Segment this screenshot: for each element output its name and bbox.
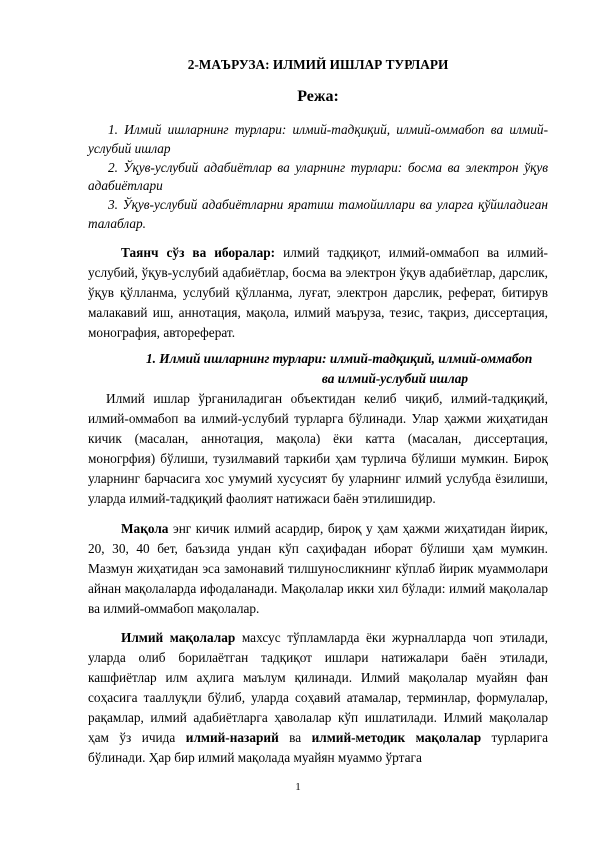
plan-item: 2. Ўқув-услубий адабиётлар ва уларнинг турлари: босма ва электрон ўқув адабиётлари	[88, 159, 548, 194]
section-heading	[88, 349, 548, 389]
scientific-articles-text1: махсус тўпламларда ёки журналларда чоп этилади, уларда олиб борилаётган тадқиқот ишлари натижалари баён этилади, кашфиётлар илм аҳлига маълум қилинади. Илмий мақолалар муайян фан соҳасига тааллуқли бўлиб, уларда соҳавий атамалар, терминлар, формулалар, рақамлар, илмий адабиётларга ҳаволалар кўп ишлатилади. Илмий мақолалар ҳам ўз ичида	[88, 630, 548, 745]
plan-item: 1. Илмий ишларнинг турлари: илмий-тадқиқий, илмий-оммабоп ва илмий-услубий ишлар	[88, 122, 548, 156]
article-label: Мақола	[121, 521, 169, 536]
scientific-articles-label: Илмий мақолалар	[121, 630, 236, 645]
plan-item: 3. Ўқув-услубий адабиётларни яратиш тамойиллари ва уларга қўйиладиган талаблар.	[88, 197, 548, 231]
theoretical-label: илмий-назарий	[185, 730, 279, 745]
page-number: 1	[295, 781, 301, 793]
section-heading-line1: 1. Илмий ишларнинг турлари: илмий-тадқиқий, илмий-оммабоп	[146, 351, 533, 366]
section-heading-line2: ва илмий-услубий ишлар	[321, 371, 468, 386]
conjunction-text: ва	[278, 730, 312, 745]
scientific-articles-text2: турларига бўлинади. Ҳар бир илмий мақолада муайян муаммо ўртага	[88, 730, 548, 765]
article-text: энг кичик илмий асардир, бироқ у ҳам ҳажми жиҳатидан йирик, 20, 30, 40 бет, баъзида ундан кўп саҳифадан иборат бўлиши ҳам мумкин. Мазмун жиҳатидан эса замонавий тилшуносликнинг кўплаб йирик муаммолари айнан мақолаларда ифодаланади. Мақолалар икки хил бўлади: илмий мақолалар ва илмий-оммабоп мақолалар.	[88, 521, 548, 616]
scientific-articles-paragraph	[88, 628, 548, 768]
article-paragraph	[88, 519, 548, 619]
plan-list	[88, 121, 548, 234]
types-paragraph: Илмий ишлар ўрганиладиган объектидан келиб чиқиб, илмий-тадқиқий, илмий-оммабоп ва илмий-услубий турларга бўлинади. Улар ҳажми жиҳатидан кичик (масалан, аннотация, мақола) ёки катта (масалан, диссертация, моногрфия) бўлиши, тузилмавий таркиби ҳам турлича бўлиши мумкин. Бироқ уларнинг барчасига хос умумий хусусият бу уларнинг илмий услубда ёзилиши, уларда илмий-тадқиқий фаолият натижаси баён этилишидир.	[88, 391, 548, 506]
methodical-label: илмий-методик мақолалар	[311, 730, 482, 745]
keywords-text: илмий тадқиқот, илмий-оммабоп ва илмий-услубий, ўқув-услубий адабиётлар, босма ва электрон ўқув адабиётлар, дарслик, ўқув қўлланма, услубий қўлланма, луғат, электрон дарслик, реферат, битирув малакавий иш, аннотация, мақола, илмий маъруза, тезис, тақриз, диссертация, монография, автореферат.	[88, 245, 548, 340]
keywords-paragraph	[88, 243, 548, 343]
plan-heading: Режа:	[297, 88, 339, 105]
lecture-title: 2-МАЪРУЗА: ИЛМИЙ ИШЛАР ТУРЛАРИ	[187, 57, 449, 72]
keywords-label: Таянч сўз ва иборалар:	[121, 245, 276, 260]
